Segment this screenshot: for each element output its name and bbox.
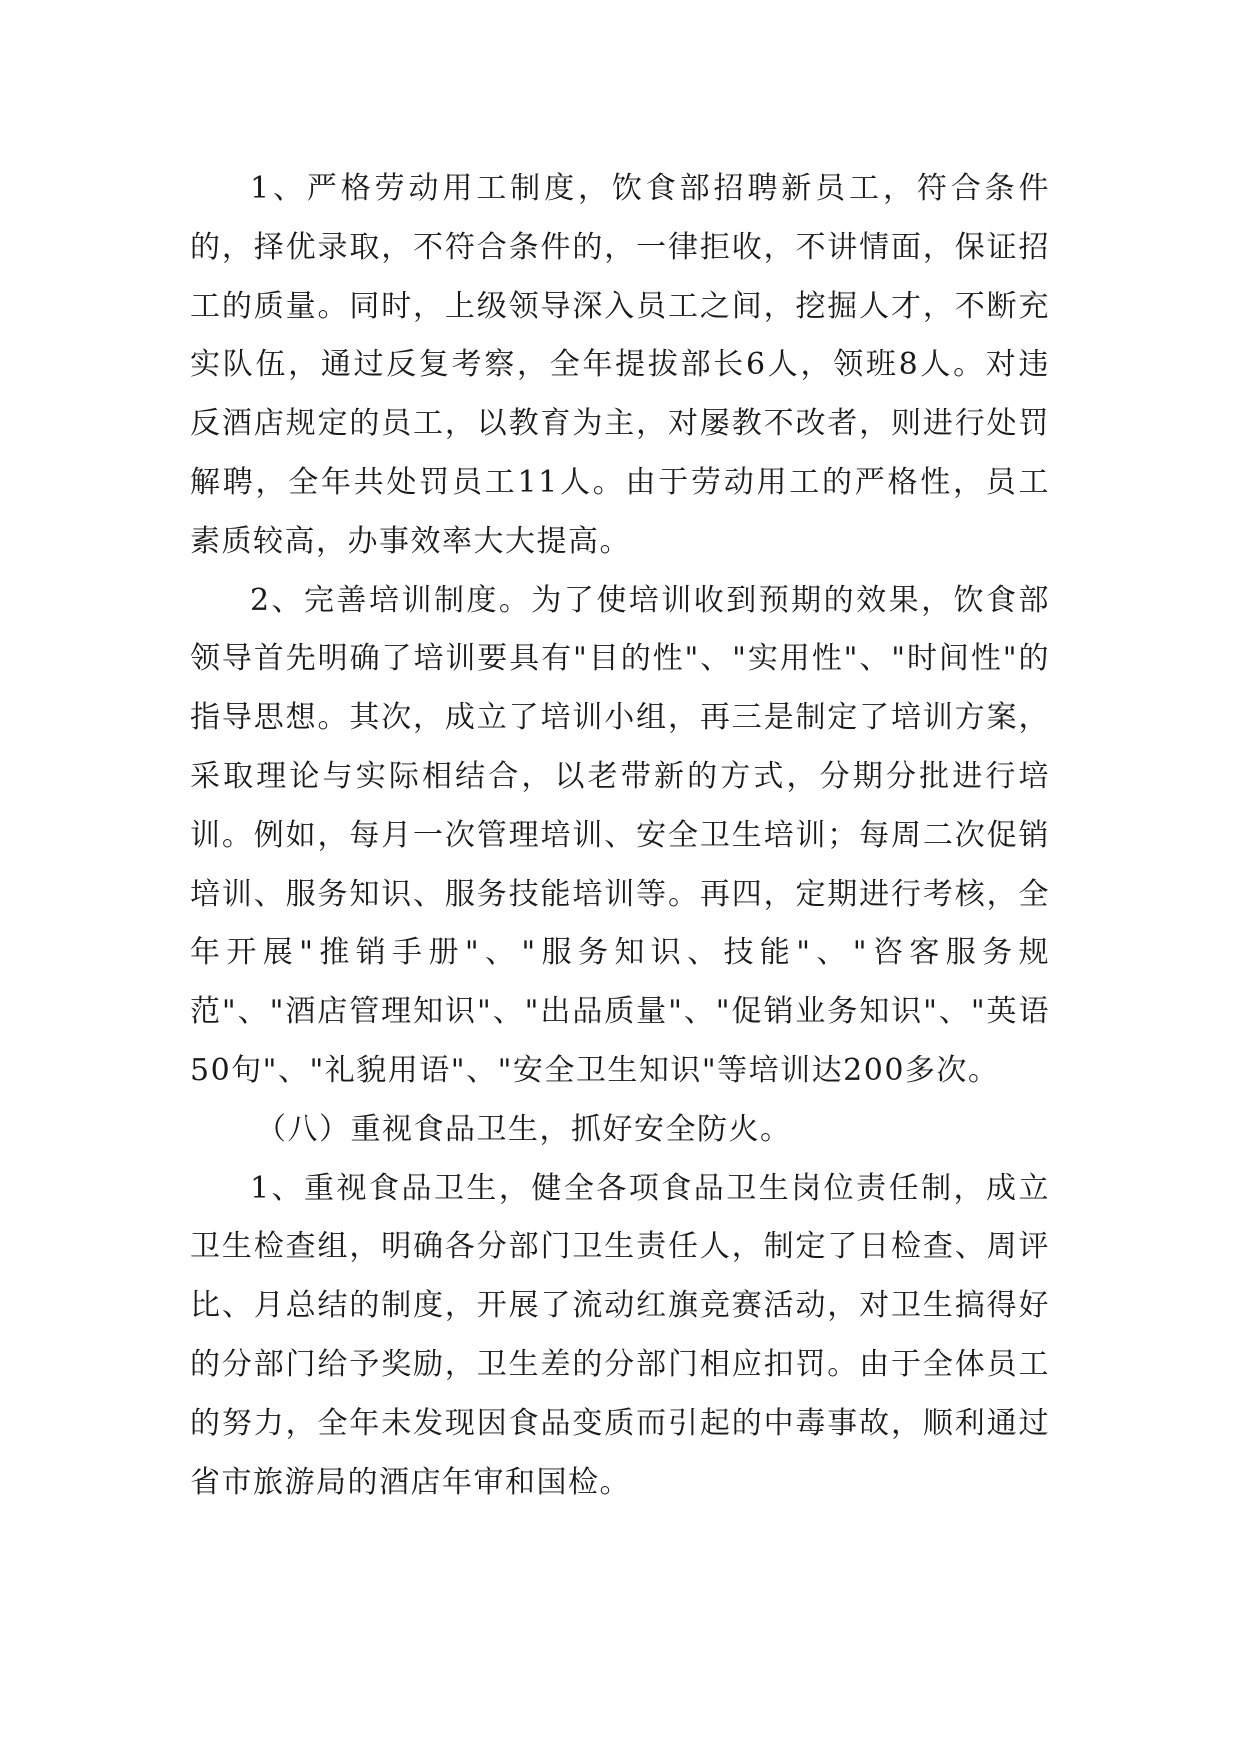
document-page [190,160,1050,1512]
paragraph-labor-system: 1、严格劳动用工制度，饮食部招聘新员工，符合条件的，择优录取，不符合条件的，一律拒收，不讲情面，保证招工的质量。同时，上级领导深入员工之间，挖掘人才，不断充实队伍，通过反复考察，全年提拔部长6人，领班8人。对违反酒店规定的员工，以教育为主，对屡教不改者，则进行处罚解聘，全年共处罚员工11人。由于劳动用工的严格性，员工素质较高，办事效率大大提高。 [190,171,1050,559]
section-heading-food-hygiene: （八）重视食品卫生，抓好安全防火。 [256,1111,792,1147]
paragraph-food-hygiene: 1、重视食品卫生，健全各项食品卫生岗位责任制，成立卫生检查组，明确各分部门卫生责任人，制定了日检查、周评比、月总结的制度，开展了流动红旗竞赛活动，对卫生搞得好的分部门给予奖励，卫生差的分部门相应扣罚。由于全体员工的努力，全年未发现因食品变质而引起的中毒事故，顺利通过省市旅游局的酒店年审和国检。 [190,1170,1050,1500]
paragraph-training-system: 2、完善培训制度。为了使培训收到预期的效果，饮食部领导首先明确了培训要具有"目的性"、"实用性"、"时间性"的指导思想。其次，成立了培训小组，再三是制定了培训方案，采取理论与实际相结合，以老带新的方式，分期分批进行培训。例如，每月一次管理培训、安全卫生培训；每周二次促销培训、服务知识、服务技能培训等。再四，定期进行考核，全年开展"推销手册"、"服务知识、技能"、"咨客服务规范"、"酒店管理知识"、"出品质量"、"促销业务知识"、"英语50句"、"礼貌用语"、"安全卫生知识"等培训达200多次。 [190,582,1050,1088]
